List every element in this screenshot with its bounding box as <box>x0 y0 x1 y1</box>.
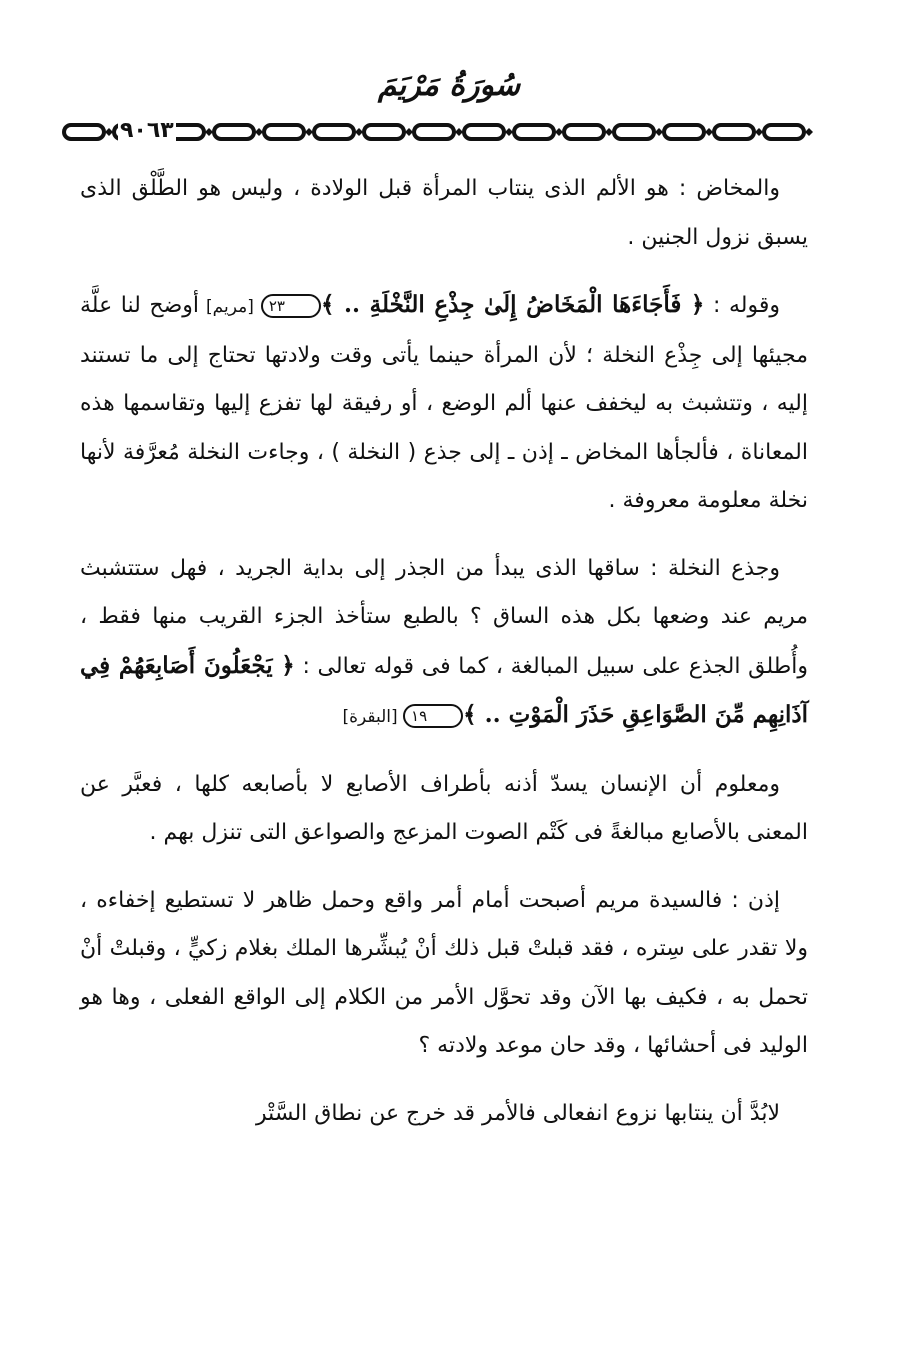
chain-link <box>214 125 254 139</box>
chain-link <box>264 125 304 139</box>
paragraph <box>80 545 808 742</box>
chain-diamond <box>655 128 663 136</box>
page-body <box>80 165 808 1157</box>
chain-link <box>414 125 454 139</box>
chain-diamond <box>755 128 763 136</box>
surah-reference: [مريم] <box>199 297 261 317</box>
chain-diamond <box>605 128 613 136</box>
paragraph <box>80 1090 808 1139</box>
chain-link <box>64 125 104 139</box>
chain-diamond <box>355 128 363 136</box>
chain-diamond <box>505 128 513 136</box>
chain-diamond <box>255 128 263 136</box>
quran-verse-quote: ﴿ فَأَجَاءَهَا الْمَخَاضُ إِلَىٰ جِذْعِ النَّخْلَةِ .. ﴾ <box>320 291 705 318</box>
paragraph <box>80 281 808 526</box>
verse-number-badge: ١٩ <box>403 704 463 728</box>
surah-reference: [البقرة] <box>342 707 404 727</box>
chain-link <box>564 125 604 139</box>
chain-diamond <box>405 128 413 136</box>
paragraph <box>80 165 808 262</box>
body-text: أوضح لنا علَّة مجيئها إلى جِذْع النخلة ؛ لأن المرأة حينما يأتى وقت ولادتها تحتاج إلى ما تستند إليه ، وتتشبث به ليخفف عنها ألم الوضع ، أو رفيقة لها تفزع إليها وتقاسمها هذه المعاناة ، فألجأها المخاض ـ إذن ـ إلى جذع ( النخلة ) ، وجاءت النخلة مُعرَّفة لأنها نخلة معلومة معروفة . <box>80 293 808 513</box>
chain-link <box>764 125 804 139</box>
chain-diamond <box>705 128 713 136</box>
chain-diamond <box>555 128 563 136</box>
chain-diamond <box>105 128 113 136</box>
body-text: ومعلوم أن الإنسان يسدّ أذنه بأطراف الأصابع لا بأصابعه كلها ، فعبَّر عن المعنى بالأصابع مبالغةً فى كَتْم الصوت المزعج والصواعق التى تنزل بهم . <box>80 771 808 845</box>
chain-link <box>514 125 554 139</box>
chain-link <box>364 125 404 139</box>
chain-diamond <box>305 128 313 136</box>
body-text: والمخاض : هو الألم الذى ينتاب المرأة قبل الولادة ، وليس هو الطَّلْق الذى يسبق نزول الجنين . <box>80 176 808 250</box>
chain-diamond <box>805 128 813 136</box>
paragraph <box>80 877 808 1071</box>
page-number: ٩٠٦٣ <box>120 118 174 143</box>
paragraph <box>80 761 808 858</box>
ornamental-rule <box>62 118 840 146</box>
body-text: وجذع النخلة : ساقها الذى يبدأ من الجذر إلى بداية الجريد ، فهل ستتشبث مريم عند وضعها بكل هذه الساق ؟ بالطبع ستأخذ الجزء القريب منها فقط ، وأُطلق الجذع على سبيل المبالغة ، كما فى قوله تعالى : <box>80 555 808 679</box>
chain-link <box>714 125 754 139</box>
surah-title: سُورَةُ مَرْيَمَ <box>377 68 521 103</box>
verse-number-badge: ٢٣ <box>261 294 321 318</box>
chain-link <box>464 125 504 139</box>
chain-diamond <box>455 128 463 136</box>
chain-link <box>314 125 354 139</box>
quran-verse-quote: ﴿ يَجْعَلُونَ أَصَابِعَهُمْ فِي آذَانِهِم مِّنَ الصَّوَاعِقِ حَذَرَ الْمَوْتِ .. ﴾ <box>80 651 808 728</box>
chain-diamond <box>205 128 213 136</box>
body-text: إذن : فالسيدة مريم أصبحت أمام أمر واقع وحمل ظاهر لا تستطيع إخفاءه ، ولا تقدر على سِتره ، فقد قبلتْ قبل ذلك أنْ يُبشِّرها الملك بغلام زكيٍّ ، وقبلتْ أنْ تحمل به ، فكيف بها الآن وقد تحوَّل الأمر من الكلام إلى الواقع الفعلى ، وها هو الوليد فى أحشائها ، وقد حان موعد ولادته ؟ <box>80 887 808 1058</box>
body-text: وقوله : <box>704 293 780 318</box>
chain-link <box>614 125 654 139</box>
chain-link <box>664 125 704 139</box>
body-text: لابُدَّ أن ينتابها نزوع انفعالى فالأمر قد خرج عن نطاق السَّتْر <box>256 1100 780 1126</box>
